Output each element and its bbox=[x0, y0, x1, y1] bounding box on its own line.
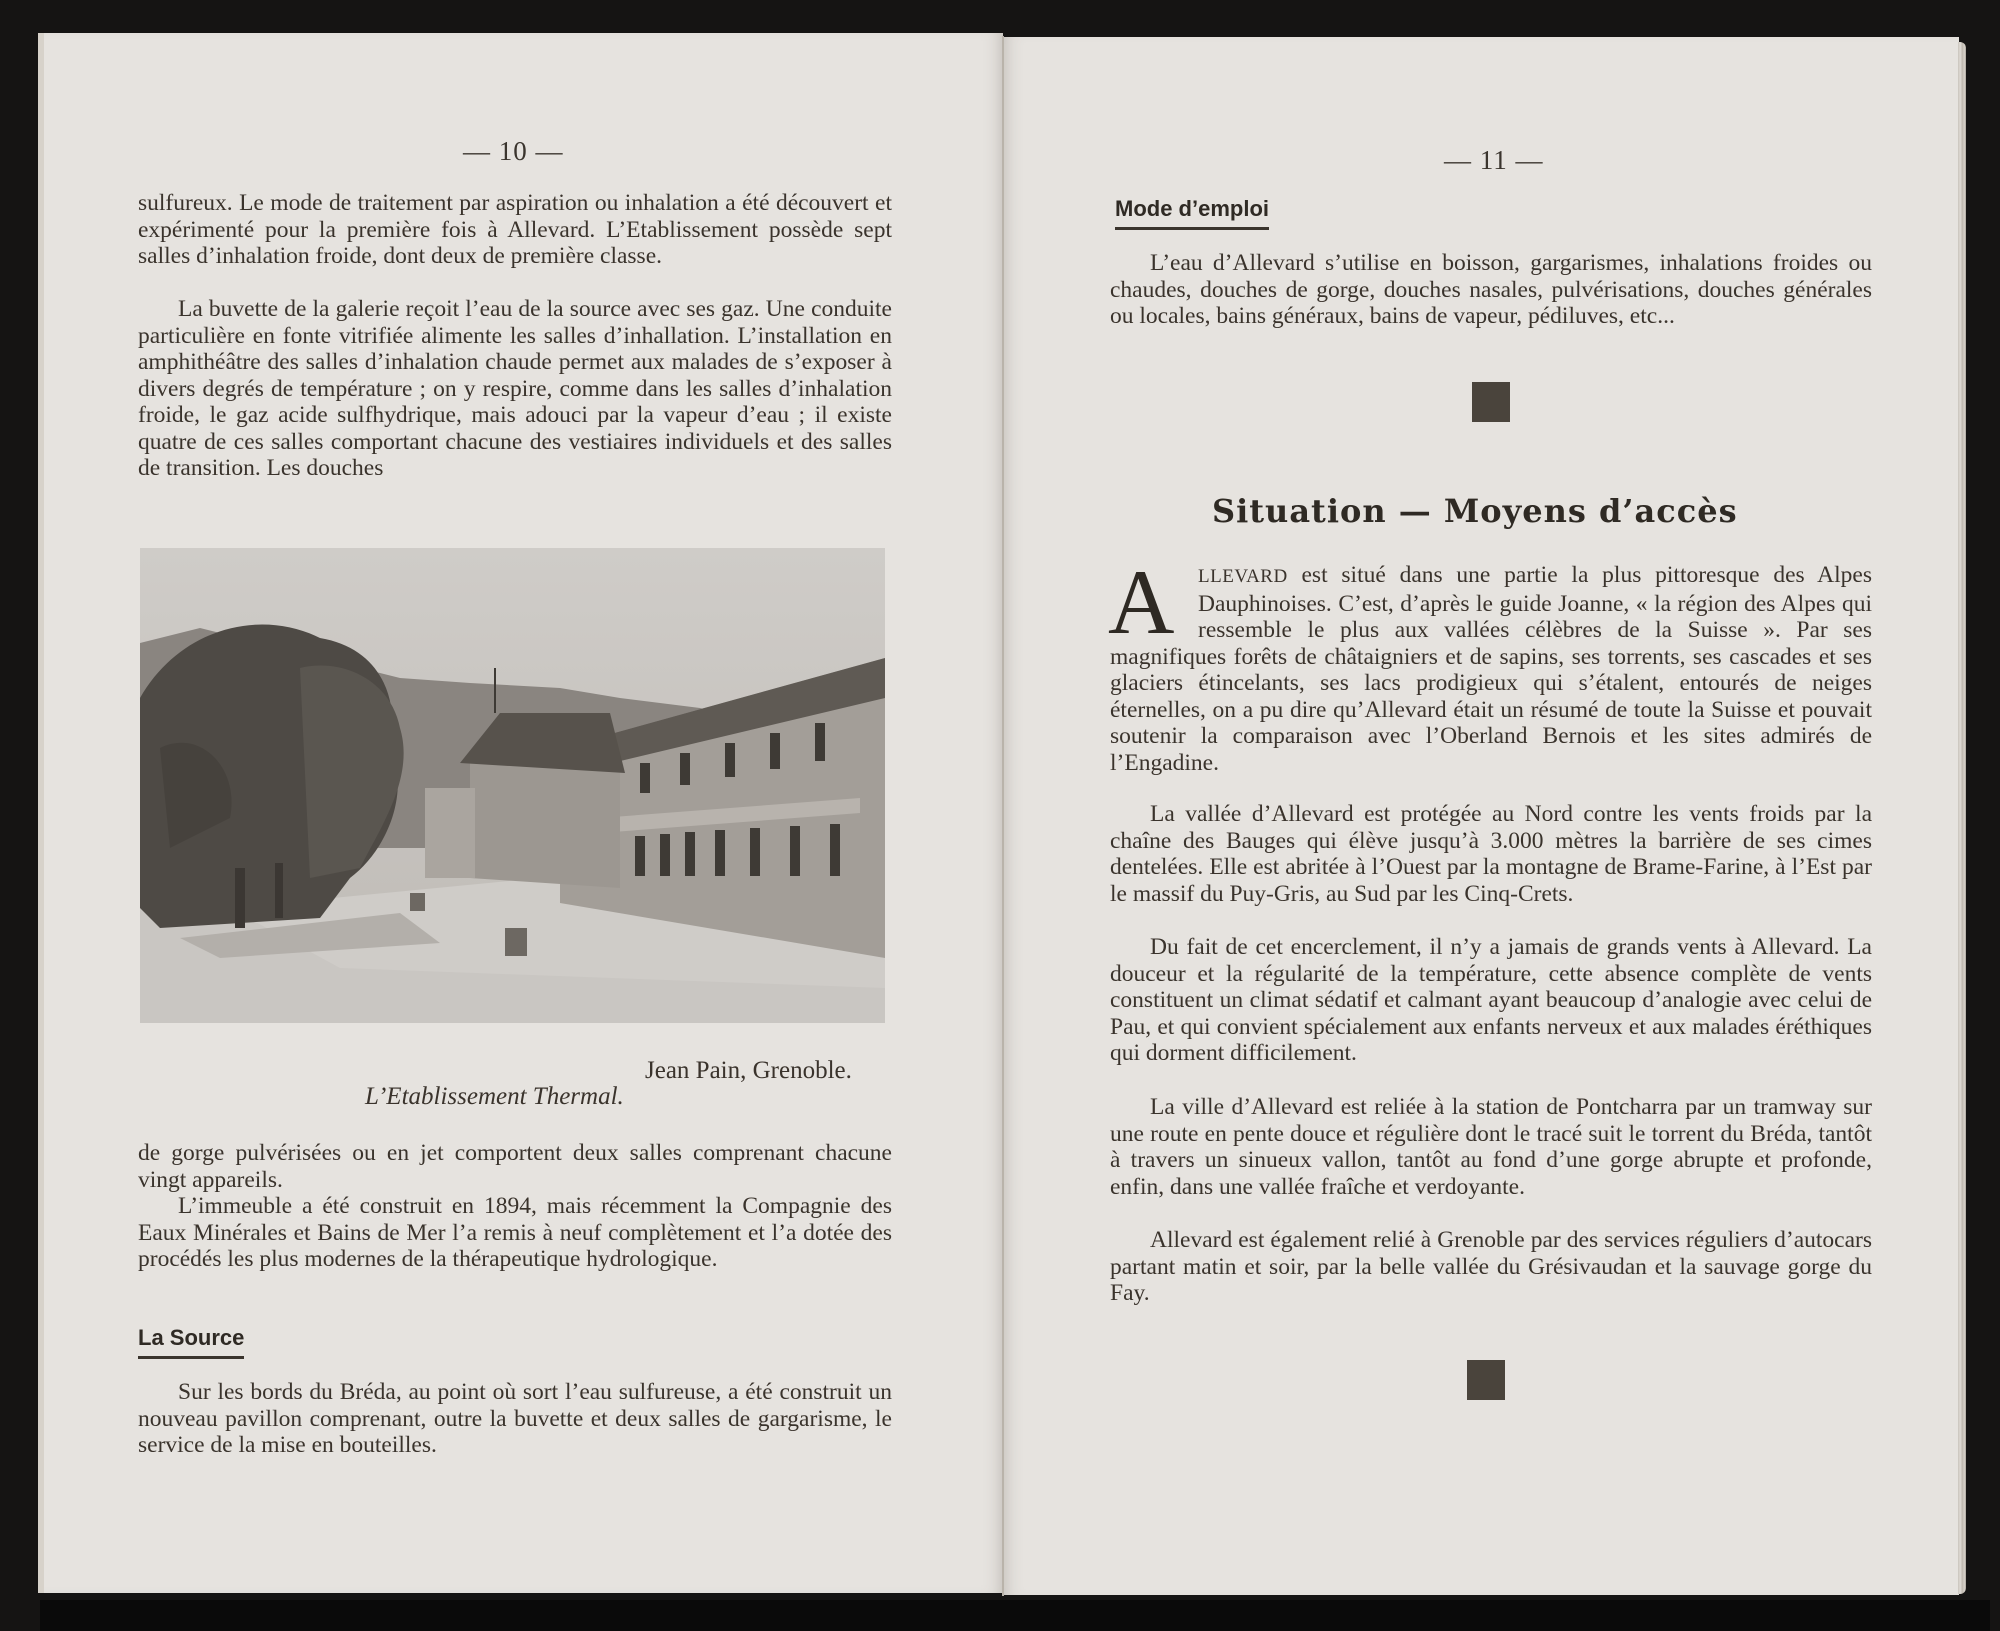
left-paragraph-4 bbox=[138, 1193, 892, 1273]
paragraph-text: Sur les bords du Bréda, au point où sort l’eau sulfureuse, a été construit un nouveau pavillon comprenant, outre la buvette et deux salles de gargarisme, le service de la mise en bouteilles. bbox=[138, 1379, 892, 1458]
photo-caption: L’Etablissement Thermal. bbox=[365, 1083, 624, 1110]
paragraph-text: Allevard est également relié à Grenoble par des services réguliers d’autocars partant matin et soir, par la belle vallée du Grésivaudan et la sauvage gorge du Fay. bbox=[1110, 1227, 1872, 1306]
left-paragraph-5 bbox=[138, 1379, 892, 1459]
paragraph-text: Du fait de cet encerclement, il n’y a jamais de grands vents à Allevard. La douceur et la régularité de la température, cette absence complète de vents constituent un climat sédatif et calmant ayant beaucoup d’analogie avec celui de Pau, et qui convient spécialement aux enfants nerveux et aux malades éréthiques qui dorment difficilement. bbox=[1110, 934, 1872, 1066]
paragraph-text bbox=[1108, 551, 1872, 776]
section-heading-la-source: La Source bbox=[138, 1325, 244, 1359]
right-paragraph-2 bbox=[1108, 551, 1872, 776]
paragraph-text: de gorge pulvérisées ou en jet comportent deux salles comprenant chacune vingt appareils. bbox=[138, 1140, 892, 1193]
lead-caps: LLEVARD bbox=[1198, 566, 1288, 587]
right-paragraph-6 bbox=[1110, 1227, 1872, 1307]
paragraph-text: L’immeuble a été construit en 1894, mais récemment la Compagnie des Eaux Minérales et Bains de Mer l’a remis à neuf complètement et l’a dotée des procédés les plus modernes de la thérapeutique hydrologique. bbox=[138, 1193, 892, 1272]
right-paragraph-1 bbox=[1110, 250, 1872, 330]
left-paragraph-3 bbox=[138, 1140, 892, 1193]
dropcap-spacer bbox=[1108, 551, 1198, 653]
section-title-situation: Situation — Moyens d’accès bbox=[1212, 492, 1738, 530]
page-number-right: — 11 — bbox=[1444, 145, 1544, 175]
page-edges bbox=[1958, 42, 1966, 1594]
page-number-left: — 10 — bbox=[463, 136, 564, 166]
paragraph-text: sulfureux. Le mode de traitement par aspiration ou inhalation a été découvert et expérimenté pour la première fois à Allevard. L’Etablissement possède sept salles d’inhalation froide, dont deux de première classe. bbox=[138, 190, 892, 269]
ornament-square-bottom bbox=[1467, 1360, 1505, 1400]
paragraph-text: La buvette de la galerie reçoit l’eau de la source avec ses gaz. Une conduite particulière en fonte vitrifiée alimente les salles d’inhallation. L’installation en amphithéâtre des salles d’inhalation chaude permet aux malades de s’exposer à divers degrés de température ; on y respire, comme dans les salles d’inhalation froide, le gaz acide sulfhydrique, mais adouci par la vapeur d’eau ; il existe quatre de ces salles comportant chacune des vestiaires individuels et des salles de transition. Les douches bbox=[138, 296, 892, 481]
section-heading-mode-emploi: Mode d’emploi bbox=[1115, 196, 1269, 230]
right-paragraph-4 bbox=[1110, 934, 1872, 1067]
table-shadow bbox=[40, 1600, 1990, 1631]
left-paragraph-2 bbox=[138, 296, 892, 482]
paragraph-text: La ville d’Allevard est reliée à la station de Pontcharra par un tramway sur une route en pente douce et régulière dont le tracé suit le torrent du Bréda, tantôt à travers un sinueux vallon, tantôt au fond d’une gorge abrupte et profonde, enfin, dans une vallée fraîche et verdoyante. bbox=[1110, 1094, 1872, 1200]
photo-credit: Jean Pain, Grenoble. bbox=[645, 1057, 852, 1084]
building-photo bbox=[140, 548, 885, 1023]
left-paragraph-1 bbox=[138, 190, 892, 270]
right-paragraph-3 bbox=[1110, 801, 1872, 907]
drop-cap: A bbox=[1108, 551, 1175, 653]
paragraph-text: La vallée d’Allevard est protégée au Nord contre les vents froids par la chaîne des Bauges qui élève jusqu’à 3.000 mètres la barrière de ses cimes dentelées. Elle est abritée à l’Ouest par la montagne de Brame-Farine, à l’Est par le massif du Puy-Gris, au Sud par les Cinq-Crets. bbox=[1110, 801, 1872, 907]
paragraph-text: L’eau d’Allevard s’utilise en boisson, gargarismes, inhalations froides ou chaudes, douches de gorge, douches nasales, pulvérisations, douches générales ou locales, bains généraux, bains de vapeur, pédiluves, etc... bbox=[1110, 250, 1872, 329]
photo-etablissement-thermal bbox=[140, 548, 885, 1023]
paragraph-rest: est situé dans une partie la plus pittoresque des Alpes Dauphinoises. C’est, d’après le guide Joanne, « la région des Alpes qui ressemble le plus aux vallées célèbres de la Suisse ». Par ses magnifiques forêts de châtaigniers et de sapins, ses torrents, ses cascades et ses glaciers étincelants, ses lacs prodigieux qui s’étalent, entourés de neiges éternelles, on a pu dire qu’Allevard était un résumé de toute la Suisse et pouvait soutenir la comparaison avec l’Oberland Bernois et les sites admirés de l’Engadine. bbox=[1110, 562, 1872, 776]
ornament-square-top bbox=[1472, 382, 1510, 422]
right-paragraph-5 bbox=[1110, 1094, 1872, 1200]
